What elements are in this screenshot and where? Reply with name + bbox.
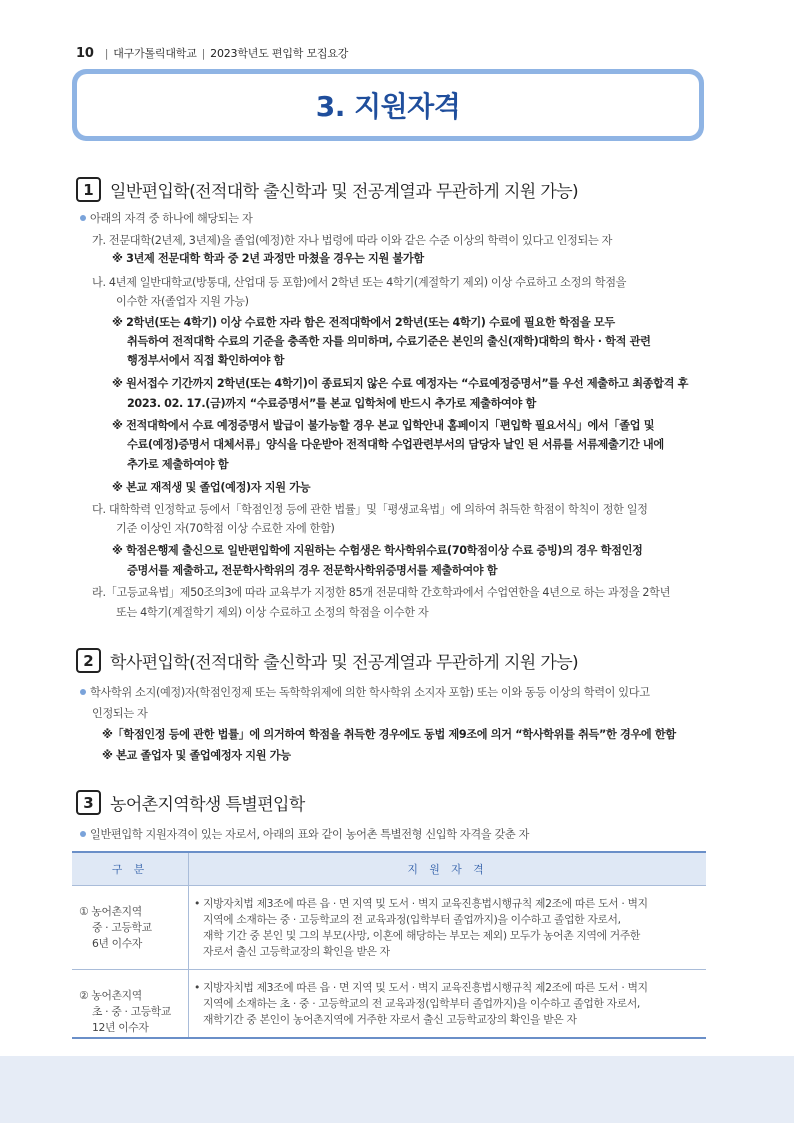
criterion-da: 다. 대학학력 인정학교 등에서「학점인정 등에 관한 법률」및「평생교육법」에 의하여 취득한 학점이 학칙이 정한 일정 xyxy=(92,503,648,516)
note: ※ 원서접수 기간까지 2학년(또는 4학기)이 종료되지 않은 수료 예정자는 “수료예정증명서”를 우선 제출하고 최종합격 후 xyxy=(112,377,689,390)
section-title: 일반편입학(전적대학 출신학과 및 전공계열과 무관하게 지원 가능) xyxy=(110,182,579,202)
section-heading-3 xyxy=(76,790,305,815)
section-heading-1 xyxy=(76,177,578,202)
column-header-qualification: 지 원 자 격 xyxy=(189,852,707,886)
section-heading-2 xyxy=(76,648,578,673)
criterion-na: 나. 4년제 일반대학교(방통대, 산업대 등 포함)에서 2학년 또는 4학기(계절학기 제외) 이상 수료하고 소정의 학점을 xyxy=(92,276,627,289)
note-cont: 증명서를 제출하고, 전문학사학위의 경우 전문학사학위증명서를 제출하여야 함 xyxy=(127,564,498,577)
bullet-dot-icon xyxy=(80,689,86,695)
chapter-title-box xyxy=(72,69,704,141)
bullet-item-cont: 인정되는 자 xyxy=(92,707,148,720)
criterion-ra-cont: 또는 4학기(계절학기 제외) 이상 수료하고 소정의 학점을 이수한 자 xyxy=(116,606,429,619)
page-number: 10 xyxy=(76,46,94,61)
table-row xyxy=(72,886,706,970)
section-title: 농어촌지역학생 특별편입학 xyxy=(110,795,305,815)
section-title: 학사편입학(전적대학 출신학과 및 전공계열과 무관하게 지원 가능) xyxy=(110,653,579,673)
note: ※ 본교 졸업자 및 졸업예정자 지원 가능 xyxy=(102,749,291,762)
bullet-item: 학사학위 소지(예정)자(학점인정제 또는 독학학위제에 의한 학사학위 소지자 포함) 또는 이와 동등 이상의 학력이 있다고 xyxy=(80,685,650,701)
section-number: 3 xyxy=(76,790,101,815)
bullet-item: 아래의 자격 중 하나에 해당되는 자 xyxy=(80,211,252,227)
document-title: 2023학년도 편입학 모집요강 xyxy=(210,47,349,60)
bullet-dot-icon xyxy=(80,831,86,837)
note: ※ 2학년(또는 4학기) 이상 수료한 자라 함은 전적대학에서 2학년(또는 4학기) 수료에 필요한 학점을 모두 xyxy=(112,316,615,329)
note-cont: 추가로 제출하여야 함 xyxy=(127,458,229,471)
footer-band xyxy=(0,1056,794,1123)
category-cell: ① 농어촌지역 중 · 고등학교 6년 이수자 xyxy=(72,886,189,970)
eligibility-table xyxy=(72,851,706,1039)
qualification-cell: • 지방자치법 제3조에 따른 읍 · 면 지역 및 도서 · 벽지 교육진흥법시행규칙 제2조에 따른 도서 · 벽지 지역에 소재하는 초 · 중 · 고등학교의 전 교육과정(입학부터 졸업까지)을 이수하고 졸업한 자로서, 재학기간 중 본인이 농어촌지역에 거주한 자로서 출신 고등학교장의 확인을 받은 자 xyxy=(189,970,707,1039)
criterion-ra: 라.「고등교육법」제50조의3에 따라 교육부가 지정한 85개 전문대학 간호학과에서 수업연한을 4년으로 하는 과정을 2학년 xyxy=(92,586,671,599)
note: ※ 본교 재적생 및 졸업(예정)자 지원 가능 xyxy=(112,481,311,494)
criterion-ga: 가. 전문대학(2년제, 3년제)을 졸업(예정)한 자나 법령에 따라 이와 같은 수준 이상의 학력이 있다고 인정되는 자 xyxy=(92,234,613,247)
bullet-item: 일반편입학 지원자격이 있는 자로서, 아래의 표와 같이 농어촌 특별전형 신입학 자격을 갖춘 자 xyxy=(80,827,529,843)
note-cont: 행정부서에서 직접 확인하여야 함 xyxy=(127,354,285,367)
section-number: 2 xyxy=(76,648,101,673)
note: ※ 전적대학에서 수료 예정증명서 발급이 불가능할 경우 본교 입학안내 홈페이지「편입학 필요서식」에서「졸업 및 xyxy=(112,419,655,432)
note: ※ 3년제 전문대학 학과 중 2년 과정만 마쳤을 경우는 지원 불가함 xyxy=(112,252,424,265)
criterion-na-cont: 이수한 자(졸업자 지원 가능) xyxy=(116,295,249,308)
category-cell: ② 농어촌지역 초 · 중 · 고등학교 12년 이수자 xyxy=(72,970,189,1039)
table-row xyxy=(72,970,706,1039)
column-header-category: 구 분 xyxy=(72,852,189,886)
note: ※ 학점은행제 출신으로 일반편입학에 지원하는 수험생은 학사학위수료(70학점이상 수료 증빙)의 경우 학점인정 xyxy=(112,544,643,557)
chapter-title: 3. 지원자격 xyxy=(315,90,461,123)
qualification-cell: • 지방자치법 제3조에 따른 읍 · 면 지역 및 도서 · 벽지 교육진흥법시행규칙 제2조에 따른 도서 · 벽지 지역에 소재하는 중 · 고등학교의 전 교육과정(입학부터 졸업까지)을 이수하고 졸업한 자로서, 재학 기간 중 본인 및 그의 부모(사망, 이혼에 해당하는 부모는 제외) 모두가 농어촌 지역에 거주한 자로서 출신 고등학교장의 확인을 받은 자 xyxy=(189,886,707,970)
running-header: 10 | 대구가톨릭대학교 | 2023학년도 편입학 모집요강 xyxy=(76,46,349,61)
section-number: 1 xyxy=(76,177,101,202)
note: ※「학점인정 등에 관한 법률」에 의거하여 학점을 취득한 경우에도 동법 제9조에 의거 “학사학위를 취득”한 경우에 한함 xyxy=(102,728,676,741)
note-cont: 취득하여 전적대학 수료의 기준을 충족한 자를 의미하며, 수료기준은 본인의 출신(재학)대학의 학사 · 학적 관련 xyxy=(127,335,651,348)
criterion-da-cont: 기준 이상인 자(70학점 이상 수료한 자에 한함) xyxy=(116,522,335,535)
note-cont: 수료(예정)증명서 대체서류」양식을 다운받아 전적대학 수업관련부서의 담당자 날인 된 서류를 서류제출기간 내에 xyxy=(127,438,664,451)
university-name: 대구가톨릭대학교 xyxy=(113,47,197,60)
table-header-row xyxy=(72,852,706,886)
bullet-dot-icon xyxy=(80,215,86,221)
note-cont: 2023. 02. 17.(금)까지 “수료증명서”를 본교 입학처에 반드시 추가로 제출하여야 함 xyxy=(127,397,536,410)
